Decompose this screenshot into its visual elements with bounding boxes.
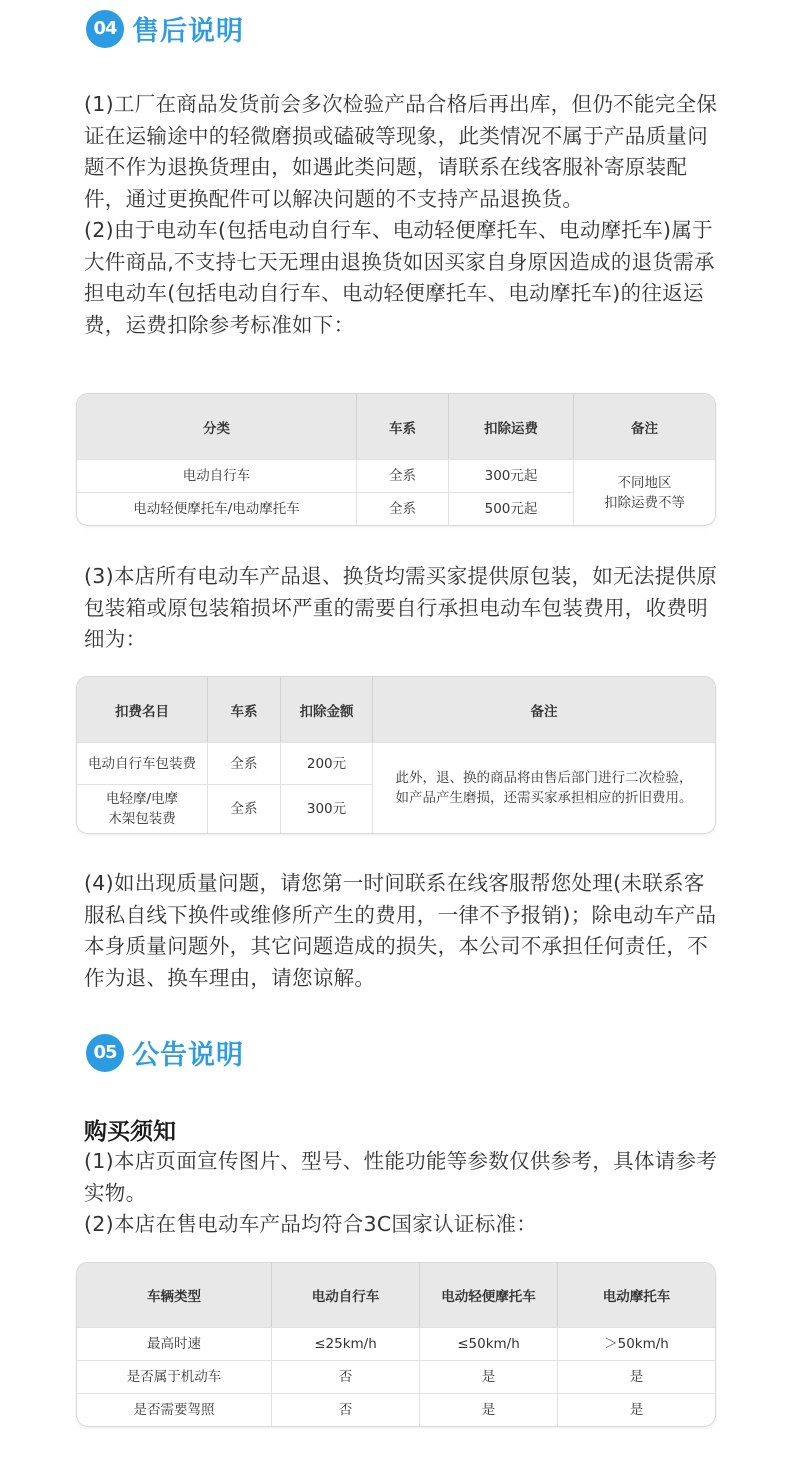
cell-line: 木架包装费 xyxy=(108,811,176,827)
table-header-cell: 电动轻便摩托车 xyxy=(420,1263,558,1327)
table-row xyxy=(77,742,715,784)
note-line: 此外，退、换的商品将由售后部门进行二次检验， xyxy=(395,770,693,786)
table-cell: ≤25km/h xyxy=(272,1327,420,1360)
table-cell: 否 xyxy=(272,1360,420,1393)
table-cell: 300元 xyxy=(281,784,373,833)
table-cell: 是否属于机动车 xyxy=(77,1360,272,1393)
table-cell: ≤50km/h xyxy=(420,1327,558,1360)
section-05-header xyxy=(86,1033,244,1072)
cell-line: 电轻摩/电摩 xyxy=(105,791,179,807)
table-cell: 电动自行车包装费 xyxy=(77,742,208,784)
packaging-fee-table xyxy=(76,676,716,834)
table-cell: ＞50km/h xyxy=(558,1327,715,1360)
policy-paragraph-4: (4)如出现质量问题，请您第一时间联系在线客服帮您处理(未联系客服私自线下换件或维修所产生的费用，一律不予报销)；除电动车产品本身质量问题外，其它问题造成的损失，本公司不承担任何责任，不作为退、换车理由，请您谅解。 xyxy=(84,871,717,990)
table-cell: 是否需要驾照 xyxy=(77,1393,272,1426)
table-cell: 是 xyxy=(558,1393,715,1426)
after-sales-text-block xyxy=(84,89,724,341)
table-cell: 是 xyxy=(420,1393,558,1426)
packaging-text-block xyxy=(84,561,724,656)
table-header-cell: 扣除金额 xyxy=(281,677,373,742)
table-header-row xyxy=(77,394,715,459)
table-cell: 200元 xyxy=(281,742,373,784)
table-cell: 500元起 xyxy=(449,492,574,525)
policy-paragraph-1: (1)工厂在商品发货前会多次检验产品合格后再出库，但仍不能完全保证在运输途中的轻微磨损或磕破等现象，此类情况不属于产品质量问题不作为退换货理由，如遇此类问题，请联系在线客服补寄原装配件，通过更换配件可以解决问题的不支持产品退换货。 xyxy=(84,92,718,211)
table-note-cell xyxy=(373,742,715,833)
shipping-fee-table xyxy=(76,393,716,526)
table-cell: 电动自行车 xyxy=(77,459,357,492)
section-04-header xyxy=(86,9,244,48)
table-cell: 否 xyxy=(272,1393,420,1426)
table-header-cell: 扣除运费 xyxy=(449,394,574,459)
table-cell: 全系 xyxy=(357,492,449,525)
table-row xyxy=(77,1360,715,1393)
notice-line-1: (1)本店页面宣传图片、型号、性能功能等参数仅供参考，具体请参考实物。 xyxy=(84,1149,718,1205)
table-note-cell xyxy=(574,459,715,525)
table-cell: 电动轻便摩托车/电动摩托车 xyxy=(77,492,357,525)
section-number-badge: 04 xyxy=(86,10,124,48)
table-cell: 全系 xyxy=(208,784,281,833)
table-header-cell: 车系 xyxy=(208,677,281,742)
table-cell: 全系 xyxy=(357,459,449,492)
table-header-cell: 备注 xyxy=(574,394,715,459)
table-cell xyxy=(77,784,208,833)
notice-line-2: (2)本店在售电动车产品均符合3C国家认证标准： xyxy=(84,1212,538,1236)
table-row xyxy=(77,1393,715,1426)
table-header-row xyxy=(77,1263,715,1327)
section-title: 公告说明 xyxy=(132,1040,244,1071)
policy-paragraph-2: (2)由于电动车(包括电动自行车、电动轻便摩托车、电动摩托车)属于大件商品,不支持七天无理由退换货如因买家自身原因造成的退货需承担电动车(包括电动自行车、电动轻便摩托车、电动摩托车)的往返运费，运费扣除参考标准如下： xyxy=(84,218,715,337)
table-header-cell: 分类 xyxy=(77,394,357,459)
vehicle-standard-table xyxy=(76,1262,716,1427)
table-header-cell: 备注 xyxy=(373,677,715,742)
table-cell: 300元起 xyxy=(449,459,574,492)
note-line: 扣除运费不等 xyxy=(604,494,685,511)
table-cell: 是 xyxy=(558,1360,715,1393)
section-number-badge: 05 xyxy=(86,1034,124,1072)
table-header-cell: 车系 xyxy=(357,394,449,459)
table-cell: 最高时速 xyxy=(77,1327,272,1360)
table-header-cell: 电动自行车 xyxy=(272,1263,420,1327)
table-row xyxy=(77,459,715,492)
section-title: 售后说明 xyxy=(132,16,244,47)
policy-paragraph-3: (3)本店所有电动车产品退、换货均需买家提供原包装，如无法提供原包装箱或原包装箱损坏严重的需要自行承担电动车包装费用，收费明细为： xyxy=(84,564,718,651)
table-header-row xyxy=(77,677,715,742)
table-cell: 是 xyxy=(420,1360,558,1393)
note-line: 如产品产生磨损，还需买家承担相应的折旧费用。 xyxy=(395,790,693,806)
table-row xyxy=(77,1327,715,1360)
quality-issue-text-block xyxy=(84,868,724,994)
table-header-cell: 电动摩托车 xyxy=(558,1263,715,1327)
table-cell: 全系 xyxy=(208,742,281,784)
note-line: 不同地区 xyxy=(617,474,672,491)
purchase-notice-text-block xyxy=(84,1146,724,1241)
table-header-cell: 车辆类型 xyxy=(77,1263,272,1327)
purchase-notice-heading: 购买须知 xyxy=(84,1119,176,1145)
table-header-cell: 扣费名目 xyxy=(77,677,208,742)
